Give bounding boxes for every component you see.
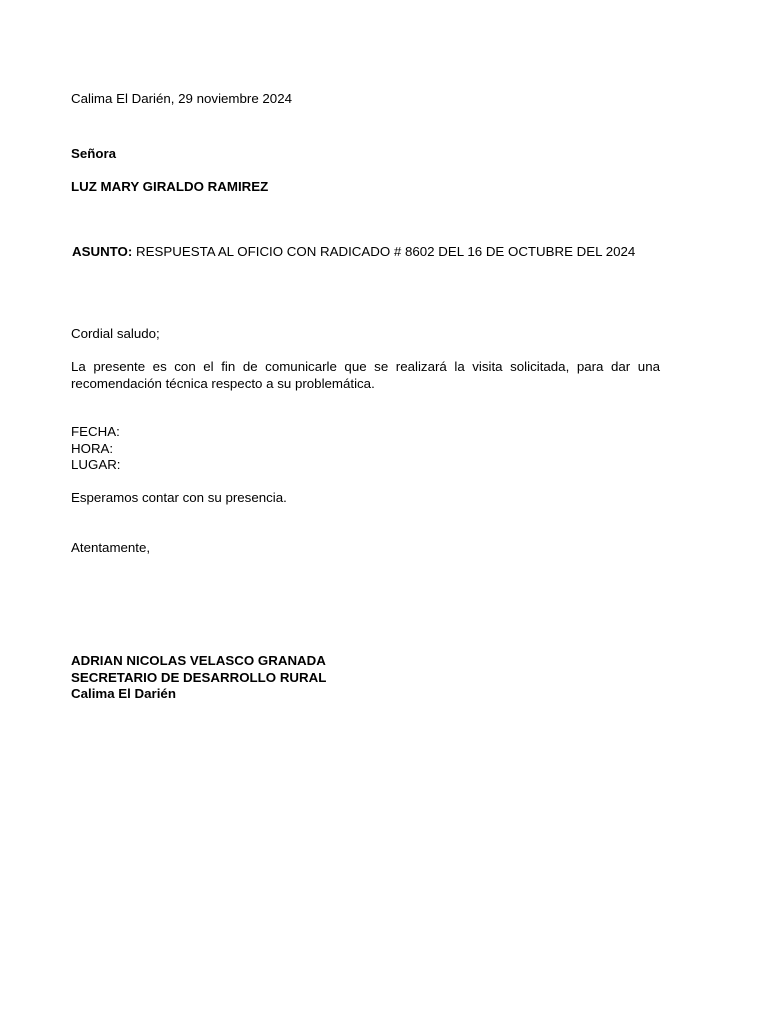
- visit-details: [71, 424, 660, 474]
- fecha-label: FECHA:: [71, 424, 120, 439]
- signature-name: ADRIAN NICOLAS VELASCO GRANADA: [71, 653, 326, 668]
- subject-line: [72, 244, 672, 261]
- body-paragraph: La presente es con el fin de comunicarle que se realizará la visita solicitada, para dar una recomendación técnica respecto a su problemática.: [71, 359, 660, 391]
- lugar-label: LUGAR:: [71, 457, 121, 472]
- signature-block: [71, 653, 660, 703]
- place-date: Calima El Darién, 29 noviembre 2024: [71, 91, 292, 106]
- subject-text: RESPUESTA AL OFICIO CON RADICADO # 8602 DEL 16 DE OCTUBRE DEL 2024: [132, 244, 636, 259]
- salutation-title: Señora: [71, 146, 117, 161]
- closing: Atentamente,: [71, 540, 151, 555]
- hora-label: HORA:: [71, 440, 114, 456]
- signature-place: Calima El Darién: [71, 686, 176, 701]
- closing-expectation: Esperamos contar con su presencia.: [71, 490, 287, 505]
- recipient-name: LUZ MARY GIRALDO RAMIREZ: [71, 179, 269, 194]
- signature-title: SECRETARIO DE DESARROLLO RURAL: [71, 669, 327, 685]
- greeting: Cordial saludo;: [71, 326, 160, 341]
- subject-label: ASUNTO:: [72, 244, 133, 259]
